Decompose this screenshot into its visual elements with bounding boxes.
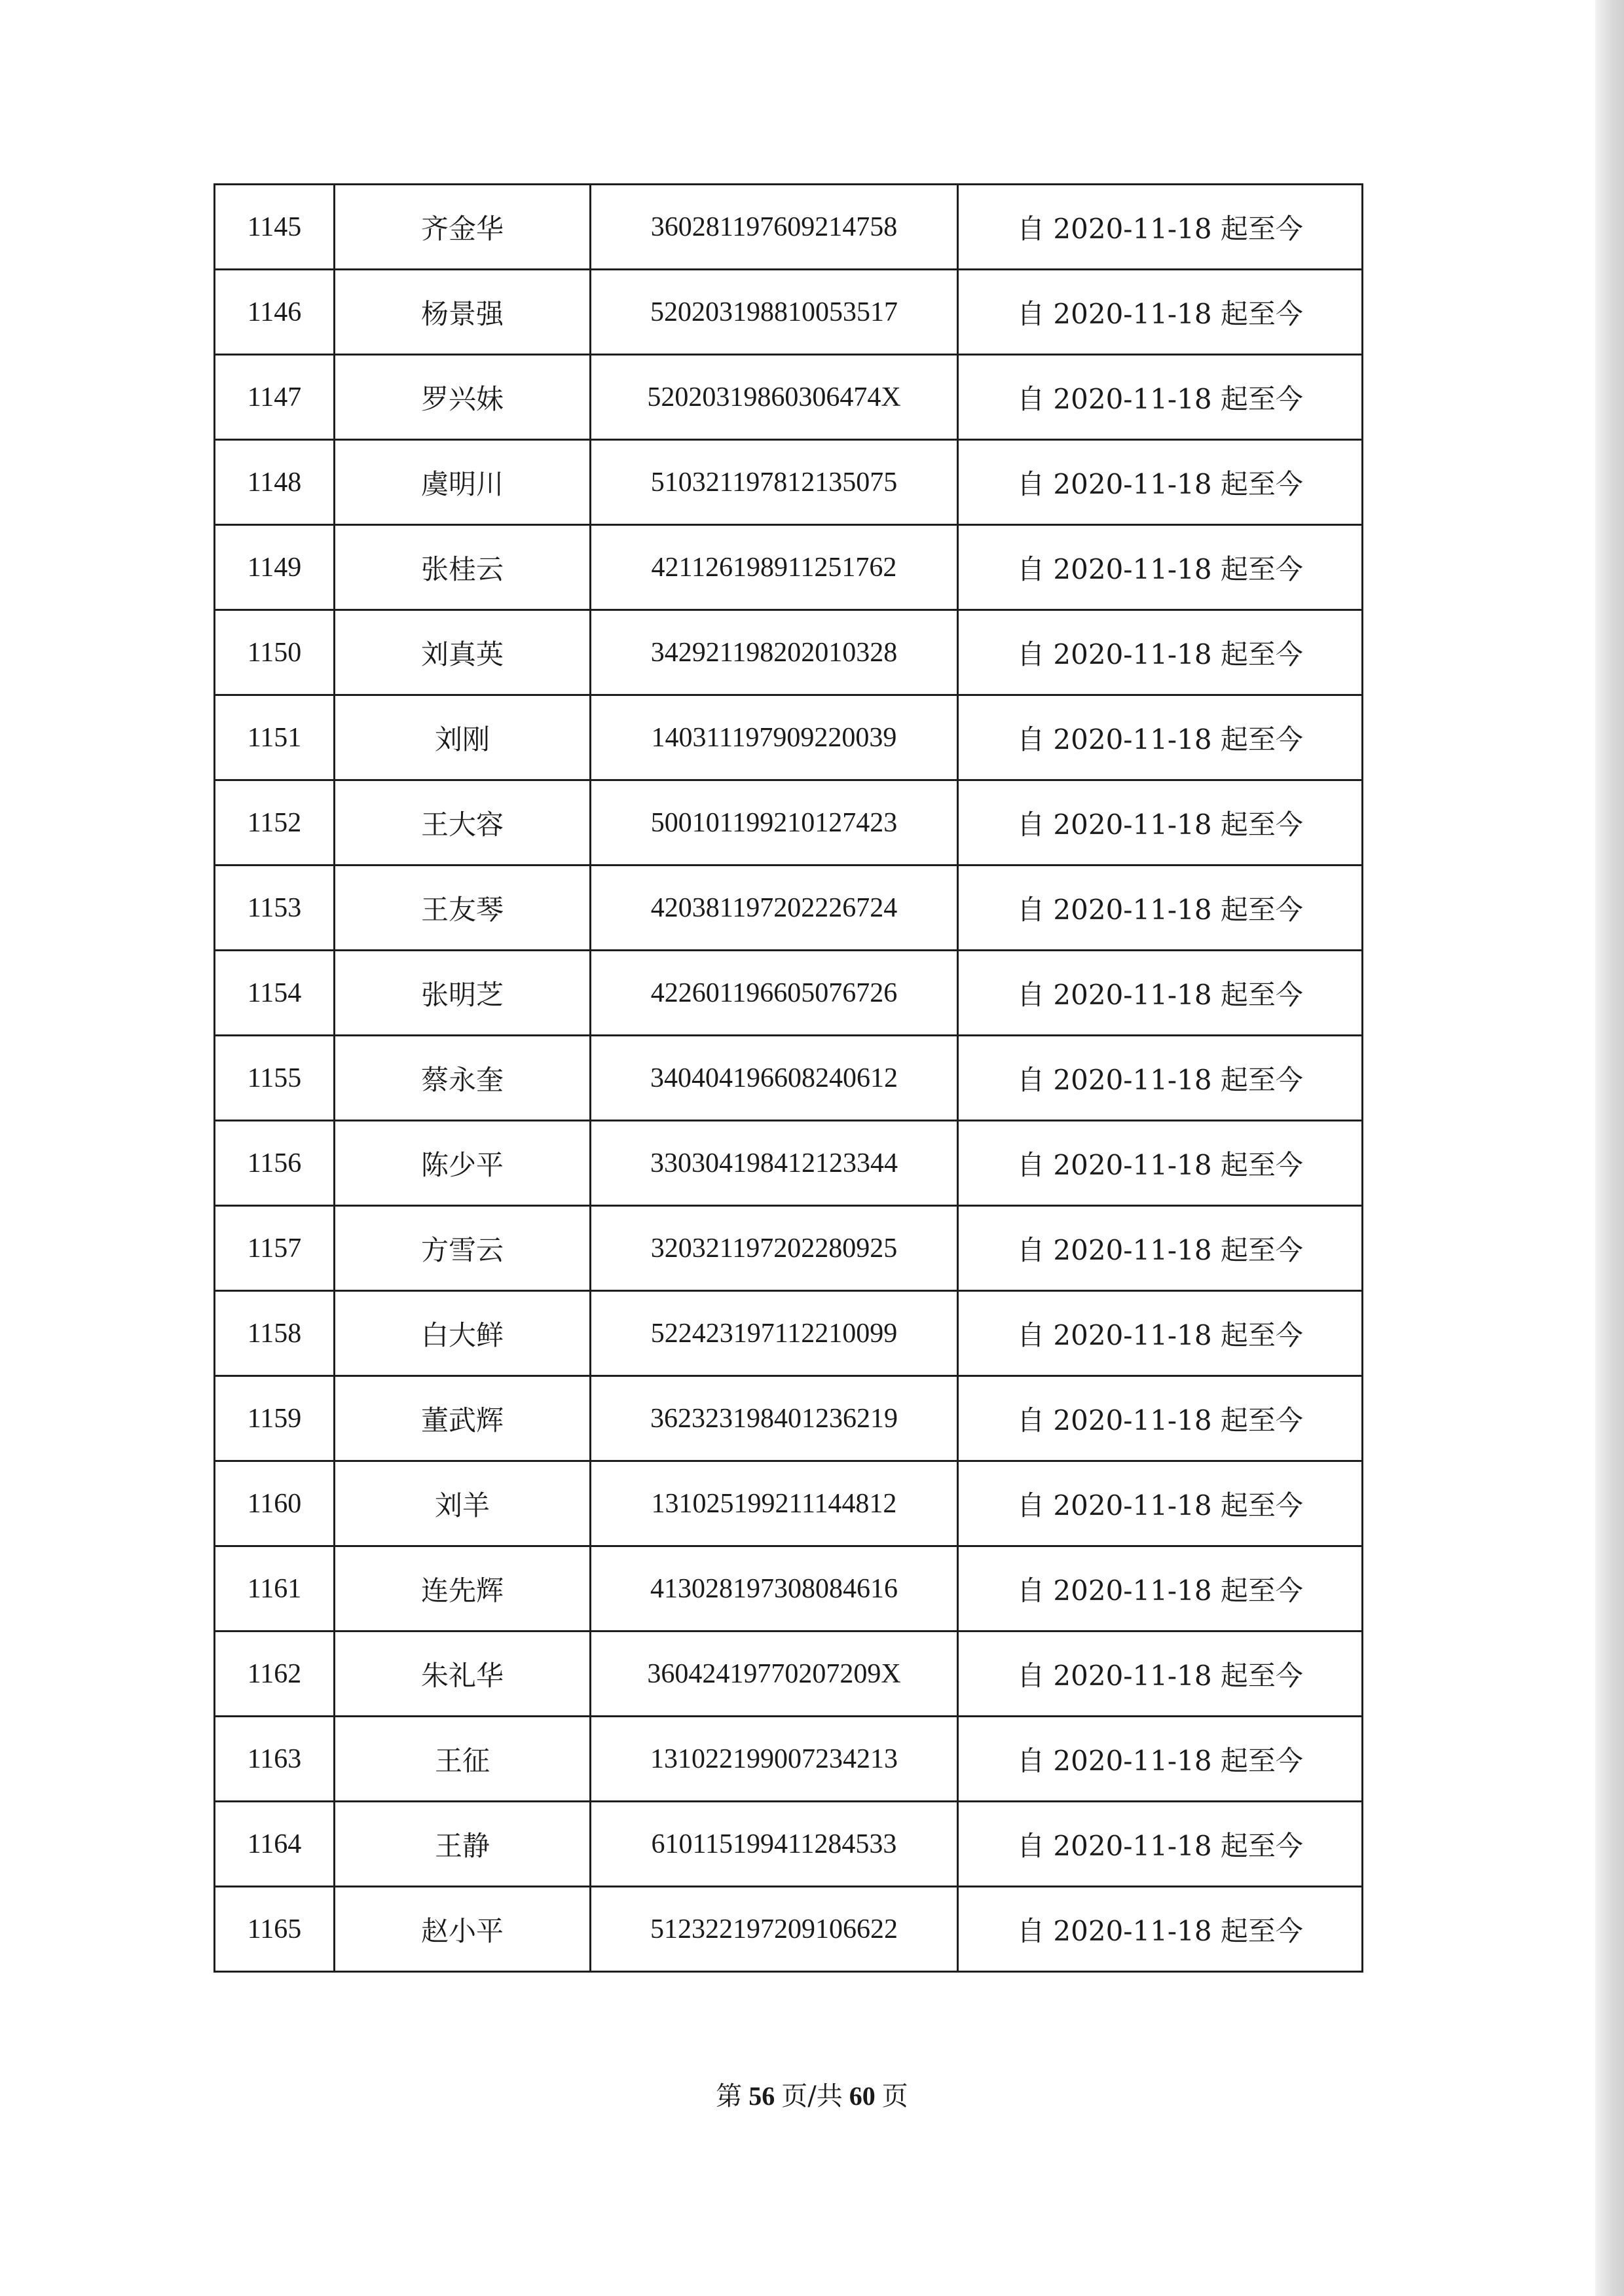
row-number-cell: 1158 <box>215 1291 335 1376</box>
table-row <box>215 1887 1363 1972</box>
row-number-cell: 1146 <box>215 270 335 355</box>
name-cell: 刘刚 <box>335 695 591 780</box>
table-row <box>215 185 1363 270</box>
name-cell: 朱礼华 <box>335 1631 591 1717</box>
period-cell: 自 2020-11-18 起至今 <box>958 1036 1363 1121</box>
name-cell: 蔡永奎 <box>335 1036 591 1121</box>
row-number-cell: 1151 <box>215 695 335 780</box>
period-cell: 自 2020-11-18 起至今 <box>958 185 1363 270</box>
roster-table-container <box>213 183 1363 1973</box>
row-number-cell: 1159 <box>215 1376 335 1461</box>
period-cell: 自 2020-11-18 起至今 <box>958 1802 1363 1887</box>
total-pages-number: 60 <box>849 2081 876 2111</box>
footer-middle: 页/共 <box>781 2081 843 2111</box>
period-cell: 自 2020-11-18 起至今 <box>958 1631 1363 1717</box>
table-row <box>215 1121 1363 1206</box>
table-row <box>215 780 1363 866</box>
period-cell: 自 2020-11-18 起至今 <box>958 355 1363 440</box>
name-cell: 王友琴 <box>335 866 591 951</box>
name-cell: 赵小平 <box>335 1887 591 1972</box>
table-row <box>215 610 1363 695</box>
table-row <box>215 1376 1363 1461</box>
id-number-cell: 522423197112210099 <box>591 1291 958 1376</box>
scan-page-edge <box>1595 0 1624 2296</box>
row-number-cell: 1150 <box>215 610 335 695</box>
name-cell: 连先辉 <box>335 1546 591 1631</box>
period-cell: 自 2020-11-18 起至今 <box>958 610 1363 695</box>
id-number-cell: 131025199211144812 <box>591 1461 958 1546</box>
id-number-cell: 420381197202226724 <box>591 866 958 951</box>
id-number-cell: 413028197308084616 <box>591 1546 958 1631</box>
name-cell: 张明芝 <box>335 951 591 1036</box>
table-row <box>215 355 1363 440</box>
period-cell: 自 2020-11-18 起至今 <box>958 1376 1363 1461</box>
period-cell: 自 2020-11-18 起至今 <box>958 1887 1363 1972</box>
table-row <box>215 1461 1363 1546</box>
row-number-cell: 1148 <box>215 440 335 525</box>
id-number-cell: 36042419770207209X <box>591 1631 958 1717</box>
name-cell: 白大鲜 <box>335 1291 591 1376</box>
name-cell: 杨景强 <box>335 270 591 355</box>
row-number-cell: 1147 <box>215 355 335 440</box>
id-number-cell: 362323198401236219 <box>591 1376 958 1461</box>
row-number-cell: 1161 <box>215 1546 335 1631</box>
table-row <box>215 525 1363 610</box>
row-number-cell: 1157 <box>215 1206 335 1291</box>
period-cell: 自 2020-11-18 起至今 <box>958 1206 1363 1291</box>
current-page-number: 56 <box>748 2081 775 2111</box>
row-number-cell: 1160 <box>215 1461 335 1546</box>
name-cell: 董武辉 <box>335 1376 591 1461</box>
id-number-cell: 342921198202010328 <box>591 610 958 695</box>
name-cell: 罗兴妹 <box>335 355 591 440</box>
table-row <box>215 866 1363 951</box>
period-cell: 自 2020-11-18 起至今 <box>958 270 1363 355</box>
row-number-cell: 1163 <box>215 1717 335 1802</box>
period-cell: 自 2020-11-18 起至今 <box>958 1461 1363 1546</box>
row-number-cell: 1152 <box>215 780 335 866</box>
table-row <box>215 1206 1363 1291</box>
period-cell: 自 2020-11-18 起至今 <box>958 1121 1363 1206</box>
name-cell: 王大容 <box>335 780 591 866</box>
table-row <box>215 951 1363 1036</box>
id-number-cell: 422601196605076726 <box>591 951 958 1036</box>
row-number-cell: 1162 <box>215 1631 335 1717</box>
period-cell: 自 2020-11-18 起至今 <box>958 525 1363 610</box>
id-number-cell: 52020319860306474X <box>591 355 958 440</box>
row-number-cell: 1149 <box>215 525 335 610</box>
period-cell: 自 2020-11-18 起至今 <box>958 1546 1363 1631</box>
row-number-cell: 1155 <box>215 1036 335 1121</box>
period-cell: 自 2020-11-18 起至今 <box>958 780 1363 866</box>
table-row <box>215 695 1363 780</box>
id-number-cell: 360281197609214758 <box>591 185 958 270</box>
row-number-cell: 1156 <box>215 1121 335 1206</box>
row-number-cell: 1164 <box>215 1802 335 1887</box>
roster-table <box>213 183 1363 1973</box>
id-number-cell: 131022199007234213 <box>591 1717 958 1802</box>
table-row <box>215 1717 1363 1802</box>
table-row <box>215 1631 1363 1717</box>
name-cell: 陈少平 <box>335 1121 591 1206</box>
row-number-cell: 1153 <box>215 866 335 951</box>
footer-prefix: 第 <box>716 2081 743 2111</box>
name-cell: 方雪云 <box>335 1206 591 1291</box>
row-number-cell: 1145 <box>215 185 335 270</box>
table-row <box>215 440 1363 525</box>
id-number-cell: 510321197812135075 <box>591 440 958 525</box>
id-number-cell: 330304198412123344 <box>591 1121 958 1206</box>
row-number-cell: 1154 <box>215 951 335 1036</box>
name-cell: 虞明川 <box>335 440 591 525</box>
id-number-cell: 140311197909220039 <box>591 695 958 780</box>
period-cell: 自 2020-11-18 起至今 <box>958 866 1363 951</box>
table-row <box>215 1802 1363 1887</box>
period-cell: 自 2020-11-18 起至今 <box>958 695 1363 780</box>
footer-suffix: 页 <box>881 2081 908 2111</box>
name-cell: 张桂云 <box>335 525 591 610</box>
name-cell: 齐金华 <box>335 185 591 270</box>
period-cell: 自 2020-11-18 起至今 <box>958 1717 1363 1802</box>
id-number-cell: 520203198810053517 <box>591 270 958 355</box>
page-footer <box>0 2075 1624 2113</box>
period-cell: 自 2020-11-18 起至今 <box>958 440 1363 525</box>
name-cell: 刘真英 <box>335 610 591 695</box>
table-row <box>215 1036 1363 1121</box>
name-cell: 刘羊 <box>335 1461 591 1546</box>
id-number-cell: 610115199411284533 <box>591 1802 958 1887</box>
id-number-cell: 500101199210127423 <box>591 780 958 866</box>
name-cell: 王征 <box>335 1717 591 1802</box>
row-number-cell: 1165 <box>215 1887 335 1972</box>
id-number-cell: 512322197209106622 <box>591 1887 958 1972</box>
id-number-cell: 421126198911251762 <box>591 525 958 610</box>
roster-table-body <box>215 185 1363 1972</box>
table-row <box>215 270 1363 355</box>
table-row <box>215 1546 1363 1631</box>
name-cell: 王静 <box>335 1802 591 1887</box>
table-row <box>215 1291 1363 1376</box>
period-cell: 自 2020-11-18 起至今 <box>958 951 1363 1036</box>
id-number-cell: 340404196608240612 <box>591 1036 958 1121</box>
period-cell: 自 2020-11-18 起至今 <box>958 1291 1363 1376</box>
id-number-cell: 320321197202280925 <box>591 1206 958 1291</box>
